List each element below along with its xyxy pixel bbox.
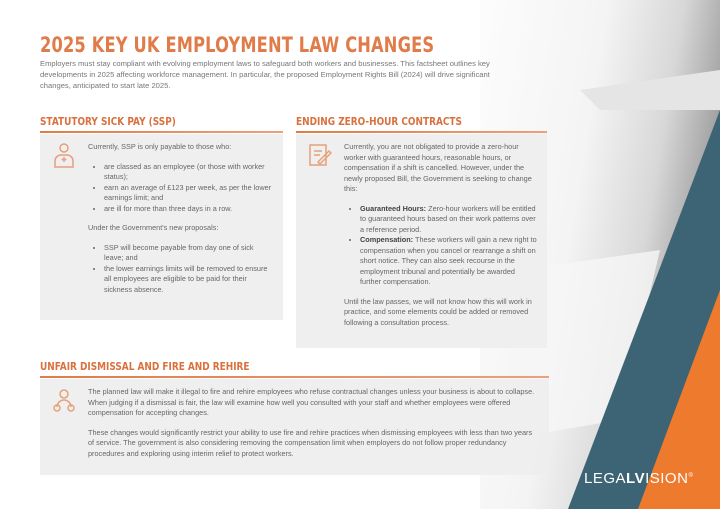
unfair-card [40,379,549,475]
zero-hour-outro: Until the law passes, we will not know how this will work in practice, and some elements could be added or removed following a consultation process. [344,296,532,327]
ssp-intro: Currently, SSP is only payable to those who: [88,142,232,151]
list-item: • Guaranteed Hours: Zero-hour workers will be entitled to guaranteed hours based on their work patterns over a reference period. [360,204,537,236]
list-item: • Compensation: These workers will gain a new right to compensation when you cancel or rearrange a shift on short notice. They can also seek recourse in the employment tribunal and potentially be awarded further compensation. [360,235,537,288]
ssp-proposals: Under the Government's new proposals: [88,223,219,232]
ssp-heading: STATUTORY SICK PAY (SSP) [40,116,176,128]
zero-hour-heading: ENDING ZERO-HOUR CONTRACTS [296,116,462,128]
ssp-proposal-list [104,243,273,296]
zero-hour-card [296,134,547,348]
contract-pen-icon [308,142,332,168]
list-item: • are ill for more than three days in a row. [104,204,273,215]
unfair-para-1: The planned law will make it illegal to fire and rehire employees who refuse contractual changes unless your business is about to collapse. When judging if a dismissal is fair, the law will examine how well you consulted with your staff and whether employees were offered compensation for accepting changes. [88,387,535,417]
list-item: • earn an average of £123 per week, as per the lower earnings limit; and [104,183,273,204]
divider [40,376,549,378]
sick-person-icon [52,142,76,168]
list-item: • SSP will become payable from day one of sick leave; and [104,243,273,264]
list-item: • are classed as an employee (or those with worker status); [104,162,273,183]
people-dismissal-icon [52,387,76,413]
zero-hour-list [360,204,537,288]
legalvision-logo: LEGALVISION® [584,470,694,487]
divider [296,131,547,133]
ssp-current-list [104,162,273,215]
ssp-card [40,134,283,320]
unfair-para-2: These changes would significantly restrict your ability to use fire and rehire practices when dismissing employees with less than two years of service. The government is also considering removing the compensation limit when employers do not follow proper redundancy procedures and exploring using interim relief to protect workers. [88,427,533,458]
intro-text: Employers must stay compliant with evolving employment laws to safeguard both workers and businesses. This factsheet outlines key developments in 2025 affecting workforce management. In particular, the proposed Employment Rights Bill (2024) will drive significant changes, anticipated to start late 2025. [40,59,490,90]
unfair-heading: UNFAIR DISMISSAL AND FIRE AND REHIRE [40,361,250,373]
divider [40,131,283,133]
list-item: • the lower earnings limits will be removed to ensure all employees are eligible to be paid for their sickness absence. [104,264,273,296]
page-title: 2025 KEY UK EMPLOYMENT LAW CHANGES [40,33,435,57]
zero-hour-intro: Currently, you are not obligated to provide a zero-hour worker with guaranteed hours, reasonable hours, or compensation if a shift is cancelled. However, under the newly proposed Bill, the Government is seeking to change this: [344,142,532,193]
